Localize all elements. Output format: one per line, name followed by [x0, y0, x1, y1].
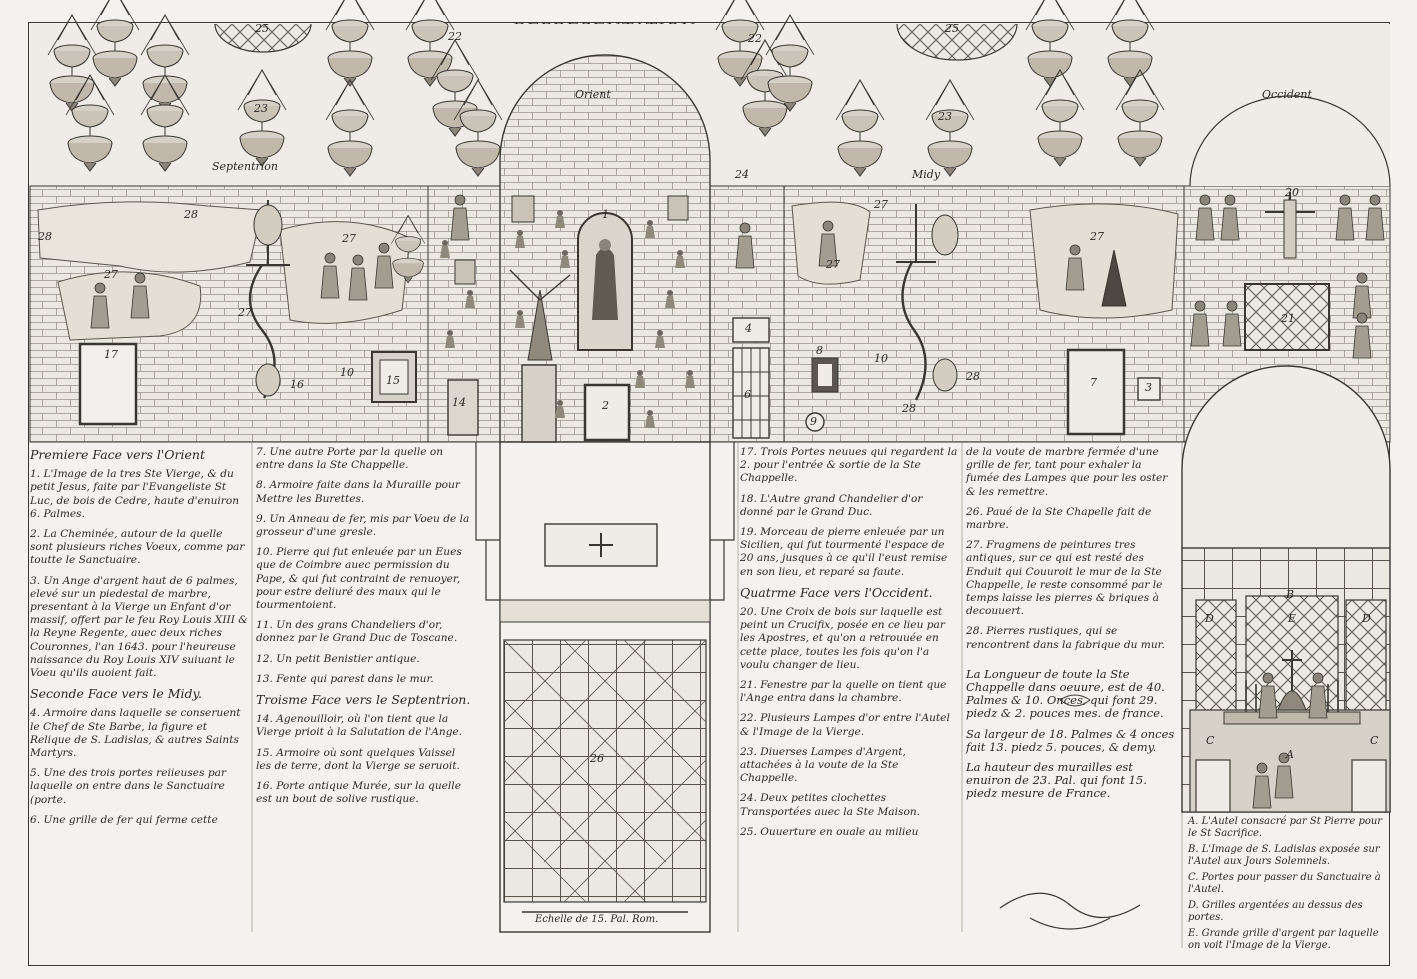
legend-item: 1. L'Image de la tres Ste Vierge, & du petit Jesus, faite par l'Evangeliste St Luc, de bois de Cedre, haute d'enuiron 6. Palmes. — [30, 468, 240, 520]
face-label-septentrion: Septentrion — [212, 160, 279, 173]
callout-20: 20 — [1285, 186, 1299, 199]
legend-item: 10. Pierre qui fut enleuée par un Eues que de Coimbre auec permission du Pape, & qui fut contraint de renuoyer, pour estre deliuré des maux qui le tourmentoient. — [256, 546, 462, 612]
altar-letter-b: B — [1286, 588, 1295, 601]
callout-14: 14 — [452, 396, 466, 409]
legend-item: A. L'Autel consacré par St Pierre pour le St Sacrifice. — [1188, 816, 1383, 839]
legend-item: 11. Un des grans Chandeliers d'or, donnez par le Grand Duc de Toscane. — [256, 619, 458, 645]
legend-item: 28. Pierres rustiques, qui se rencontrent dans la fabrique du mur. — [966, 625, 1165, 651]
chapel-width: Sa largeur de 18. Palmes & 4 onces fait 13. piedz 5. pouces, & demy. — [966, 726, 1175, 754]
callout-6: 6 — [744, 388, 751, 401]
legend-column-3 — [740, 446, 958, 846]
callout-10: 10 — [340, 366, 354, 379]
legend-item: 8. Armoire faite dans la Muraille pour Mettre les Burettes. — [256, 479, 460, 505]
legend-item: 21. Fenestre par la quelle on tient que l'Ange entra dans la chambre. — [740, 679, 947, 705]
callout-15: 15 — [386, 374, 400, 387]
altar-letter-d: D — [1205, 612, 1214, 625]
callout-2: 2 — [602, 399, 609, 412]
callout-26: 26 — [590, 752, 604, 765]
altar-legend — [1188, 816, 1388, 956]
chapel-height: La hauteur des murailles est enuiron de 23. Pal. qui font 15. piedz mesure de France. — [966, 760, 1147, 801]
callout-21: 21 — [1281, 312, 1295, 325]
section-heading: Quatrme Face vers l'Occident. — [740, 584, 933, 600]
legend-item: 13. Fente qui parest dans le mur. — [256, 672, 434, 685]
legend-item: 22. Plusieurs Lampes d'or entre l'Autel & l'Image de la Vierge. — [740, 712, 950, 738]
callout-28: 28 — [38, 230, 52, 243]
callout-27: 27 — [342, 232, 356, 245]
legend-item: 14. Agenouilloir, où l'on tient que la Vierge prioit à la Salutation de l'Ange. — [256, 713, 463, 739]
altar-letter-a: A — [1286, 748, 1294, 761]
legend-item: 25. Ouuerture en ouale au milieu — [740, 825, 919, 838]
callout-1: 1 — [602, 208, 609, 221]
legend-item: de la voute de marbre fermée d'une grille de fer, tant pour exhaler la fumée des Lampes que pour les oster & les remettre. — [966, 446, 1168, 498]
legend-item: E. Grande grille d'argent par laquelle on voit l'Image de la Vierge. — [1188, 928, 1379, 951]
callout-27: 27 — [874, 198, 888, 211]
legend-item: 19. Morceau de pierre enleuée par un Sicilien, qui fut tourmenté l'espace de 20 ans, jusques à ce qu'il l'eust remise en son lieu, et reparé sa faute. — [740, 526, 948, 578]
legend-item: 15. Armoire où sont quelques Vaissel les de terre, dont la Vierge se seruoit. — [256, 746, 460, 772]
callout-27: 27 — [826, 258, 840, 271]
legend-item: 20. Une Croix de bois sur laquelle est peint un Crucifix, posée en ce lieu par les Apostres, et qu'on a retrouuée en cette place, toutes les fois qu'on l'a voulu changer de lieu. — [740, 606, 945, 671]
altar-letter-c: C — [1206, 734, 1215, 747]
callout-28: 28 — [184, 208, 198, 221]
legend-item: C. Portes pour passer du Sanctuaire à l'Autel. — [1188, 872, 1381, 895]
legend-column-2 — [256, 446, 472, 813]
legend-item: 18. L'Autre grand Chandelier d'or donné par le Grand Duc. — [740, 492, 923, 518]
altar-letter-c: C — [1370, 734, 1379, 747]
legend-item: 24. Deux petites clochettes Transportées auec la Ste Maison. — [740, 792, 921, 818]
legend-item: 4. Armoire dans laquelle se conseruent le Chef de Ste Barbe, la figure et Relique de S. Ladislas, & autres Saints Martyrs. — [30, 707, 241, 760]
legend-column-4 — [966, 446, 1178, 808]
legend-item: 9. Un Anneau de fer, mis par Voeu de la grosseur d'une gresle. — [256, 512, 470, 539]
legend-item: B. L'Image de S. Ladislas exposée sur l'Autel aux Jours Solemnels. — [1188, 844, 1380, 867]
legend-item: 6. Une grille de fer qui ferme cette — [30, 813, 218, 826]
legend-item: 17. Trois Portes neuues qui regardent la 2. pour l'entrée & sortie de la Ste Chappelle. — [740, 446, 958, 485]
callout-28: 28 — [966, 370, 980, 383]
callout-17: 17 — [104, 348, 118, 361]
callout-7: 7 — [1090, 376, 1097, 389]
callout-27: 27 — [238, 306, 252, 319]
callout-27: 27 — [1090, 230, 1104, 243]
altar-letter-e: E — [1288, 612, 1297, 625]
callout-23: 23 — [254, 102, 268, 115]
callout-25: 25 — [255, 22, 269, 35]
callout-23: 23 — [938, 110, 952, 123]
legend-item: 7. Une autre Porte par la quelle on entre dans la Ste Chappelle. — [256, 446, 444, 472]
face-label-midy: Midy — [912, 168, 941, 181]
callout-22: 22 — [748, 32, 762, 45]
face-label-occident: Occident — [1262, 88, 1312, 101]
section-heading: Premiere Face vers l'Orient — [30, 447, 205, 462]
legend-item: 2. La Cheminée, autour de la quelle sont plusieurs riches Voeux, comme par toutte le Sanctuaire. — [30, 528, 245, 567]
callout-27: 27 — [104, 268, 118, 281]
legend-item: 16. Porte antique Murée, sur la quelle est un bout de solive rustique. — [256, 780, 461, 806]
section-heading: Troisme Face vers le Septentrion. — [256, 692, 471, 708]
legend-column-1 — [30, 446, 248, 834]
legend-item: 26. Paué de la Ste Chapelle fait de marbre. — [966, 505, 1152, 532]
altar-letter-d: D — [1362, 612, 1371, 625]
legend-item: 5. Une des trois portes reiieuses par laquelle on entre dans le Sanctuaire (porte. — [30, 767, 227, 806]
callout-10: 10 — [874, 352, 888, 365]
legend-item: 27. Fragmens de peintures tres antiques, sur ce qui est resté des Enduit qui Couuroit le mur de la Ste Chappelle, le reste consommé par le temps laisse les pierres & briques à decouuert. — [966, 539, 1163, 618]
legend-item: 23. Diuerses Lampes d'Argent, attachées à la voute de la Ste Chappelle. — [740, 745, 906, 785]
callout-25: 25 — [945, 22, 959, 35]
face-label-orient: Orient — [575, 88, 611, 101]
callout-16: 16 — [290, 378, 304, 391]
callout-4: 4 — [745, 322, 752, 335]
legend-item: 12. Un petit Benistier antique. — [256, 652, 420, 665]
callout-22: 22 — [448, 30, 462, 43]
section-heading: Seconde Face vers le Midy. — [30, 686, 202, 702]
scale-label: Echelle de 15. Pal. Rom. — [535, 914, 659, 925]
callout-28: 28 — [902, 402, 916, 415]
callout-3: 3 — [1145, 381, 1152, 394]
chapel-length: La Longueur de toute la Ste Chappelle dans oeuure, est de 40. Palmes & 10. Onces, qui font 29. piedz & 2. pouces mes. de france. — [966, 666, 1165, 721]
legend-item: 3. Un Ange d'argent haut de 6 palmes, elevé sur un piedestal de marbre, presentant à la Vierge un Enfant d'or massif, offert par le feu Roy Louis XIII & la Reyne Regente, auec deux riches Couronnes, l'an 1643. pour l'heureuse naissance du Roy Louis XIV suiuant le Voeu qu'ils auoient fait. — [30, 574, 248, 680]
callout-9: 9 — [810, 415, 817, 428]
legend-item: D. Grilles argentées au dessus des portes. — [1188, 900, 1363, 923]
callout-8: 8 — [816, 344, 823, 357]
callout-24: 24 — [735, 168, 749, 181]
